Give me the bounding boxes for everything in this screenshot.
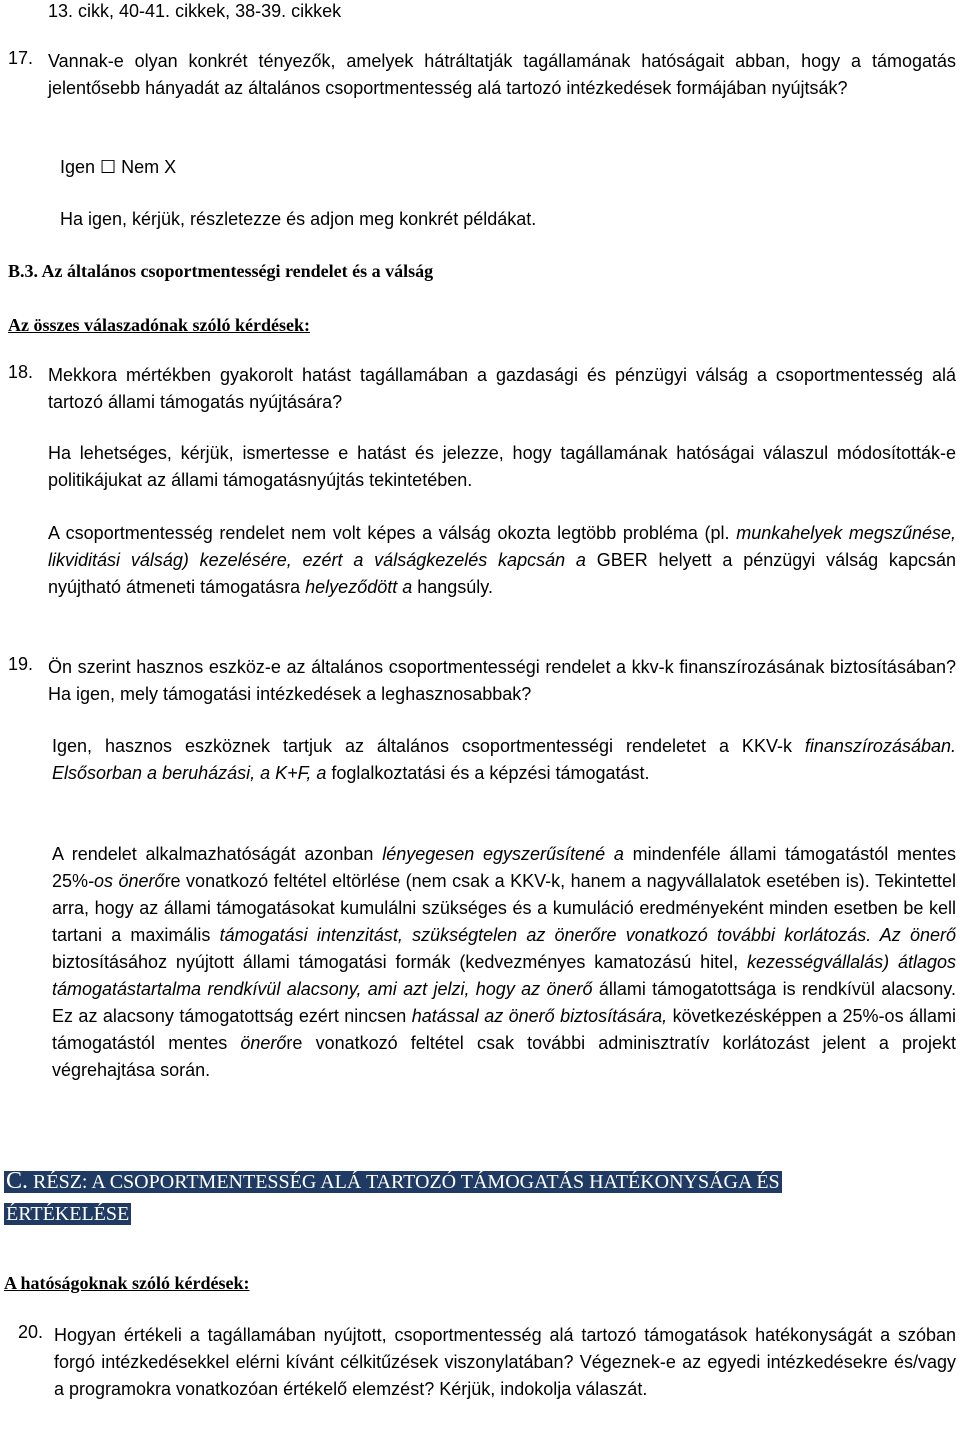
answer-text-italic: lényegesen egyszerűsítené a	[382, 844, 624, 864]
answer-text-italic: kezességvállalás) átlagos támogatástartalma rendkívül alacsony, ami azt jelzi, hogy az önerő	[52, 952, 956, 999]
answer-text-italic: hatással az önerő biztosítására,	[411, 1006, 668, 1026]
section-c-letter: C.	[6, 1168, 29, 1194]
question-18-instruction: Ha lehetséges, kérjük, ismertesse e hatást és jelezze, hogy tagállamának hatóságai válaszul módosították-e politikájukat az állami támogatásnyújtás tekintetében.	[48, 443, 956, 490]
answer-text: biztosításához nyújtott állami támogatási formák (kedvezményes kamatozású hitel,	[52, 952, 748, 972]
question-number: 18.	[8, 362, 34, 382]
answer-text: re vonatkozó feltétel eltörlése (nem csak a KKV-k, hanem a nagyvállalatok esetében is). Tekintettel arra, hogy az állami támogatásokat kumulálni szükséges és a kumuláció eredményeként minden esetben be kell tartani a maximális	[52, 871, 956, 945]
yes-no-options: Igen ☐ Nem X	[60, 157, 177, 177]
question-18	[8, 362, 956, 434]
answer-text: A rendelet alkalmazhatóságát azonban	[52, 844, 383, 864]
answer-text: Igen, hasznos eszköznek tartjuk az általános csoportmentességi rendeletet a KKV-k	[52, 736, 805, 756]
articles-reference-line: 13. cikk, 40-41. cikkek, 38-39. cikkek	[48, 1, 342, 21]
answer-text: hangsúly.	[412, 577, 493, 597]
answer-text: következésképpen a 25%-os állami támogatástól mentes	[52, 1006, 956, 1053]
section-c-text: CSOPORTMENTESSÉG ALÁ TARTOZÓ TÁMOGATÁS HATÉKONYSÁGA ÉS	[104, 1171, 780, 1193]
followup-instruction: Ha igen, kérjük, részletezze és adjon meg konkrét példákat.	[60, 209, 537, 229]
section-c-text: RÉSZ: A	[28, 1171, 105, 1193]
section-c-highlight	[4, 1168, 782, 1194]
question-number: 19.	[8, 654, 34, 674]
question-text: Vannak-e olyan konkrét tényezők, amelyek hátráltatják tagállamának hatóságait abban, hogy a támogatás jelentősebb hányadát az általános csoportmentesség alá tartozó intézkedések formájában nyújtsák?	[48, 51, 956, 98]
section-heading-c	[4, 1165, 934, 1230]
question-text: Hogyan értékeli a tagállamában nyújtott, csoportmentesség alá tartozó támogatások hatékonyságát a szóban forgó intézkedésekkel elérni kívánt célkitűzések viszonylatában? Végeznek-e az egyedi intézkedésekre és/vagy a programokra vonatkozóan értékelő elemzést? Kérjük, indokolja válaszát.	[54, 1325, 956, 1399]
section-c-text: ÉRTÉKELÉSE	[6, 1203, 130, 1225]
question-number: 17.	[8, 48, 34, 68]
answer-text-italic: támogatási intenzitást, szükségtelen az önerőre vonatkozó további korlátozás. Az önerő	[219, 925, 956, 945]
question-19-answer-1	[52, 733, 956, 787]
answer-text: állami támogatottsága is rendkívül alacsony. Ez az alacsony támogatottság ezért nincsen	[52, 979, 956, 1026]
question-20	[8, 1322, 956, 1421]
subheading-authorities: A hatóságoknak szóló kérdések:	[4, 1273, 250, 1293]
answer-text-italic: finanszírozásában. Elsősorban a beruházási, a K+F, a	[52, 736, 956, 783]
answer-text-italic: önerő	[240, 1033, 287, 1053]
answer-text: GBER helyett a pénzügyi válság kapcsán nyújtható átmeneti támogatásra	[48, 550, 956, 597]
question-19-answer-2	[52, 841, 956, 1084]
question-17	[8, 48, 956, 120]
answer-text-italic: helyeződött a	[305, 577, 413, 597]
answer-text-italic: -os önerő	[88, 871, 165, 891]
answer-text: re vonatkozó feltétel csak további adminisztratív korlátozást jelent a projekt végrehajtása során.	[52, 1033, 956, 1080]
subheading-all-respondents: Az összes válaszadónak szóló kérdések:	[8, 315, 310, 335]
question-19	[8, 654, 956, 726]
question-number: 20.	[18, 1322, 44, 1342]
question-text: Mekkora mértékben gyakorolt hatást tagállamában a gazdasági és pénzügyi válság a csoportmentesség alá tartozó állami támogatás nyújtására?	[48, 365, 956, 412]
answer-text: A csoportmentesség rendelet nem volt képes a válság okozta legtöbb probléma (pl.	[48, 523, 737, 543]
question-18-answer	[48, 520, 956, 601]
question-text: Ön szerint hasznos eszköz-e az általános csoportmentességi rendelet a kkv-k finanszírozásának biztosításában? Ha igen, mely támogatási intézkedések a leghasznosabbak?	[48, 657, 956, 704]
answer-text: mindenféle állami támogatástól mentes 25%	[52, 844, 956, 891]
answer-text: foglalkoztatási és a képzési támogatást.	[326, 763, 650, 783]
section-heading-b3: B.3. Az általános csoportmentességi rendelet és a válság	[8, 261, 434, 281]
answer-text-italic: munkahelyek megszűnése, likviditási válság) kezelésére, ezért a válságkezelés kapcsán a	[48, 523, 956, 570]
